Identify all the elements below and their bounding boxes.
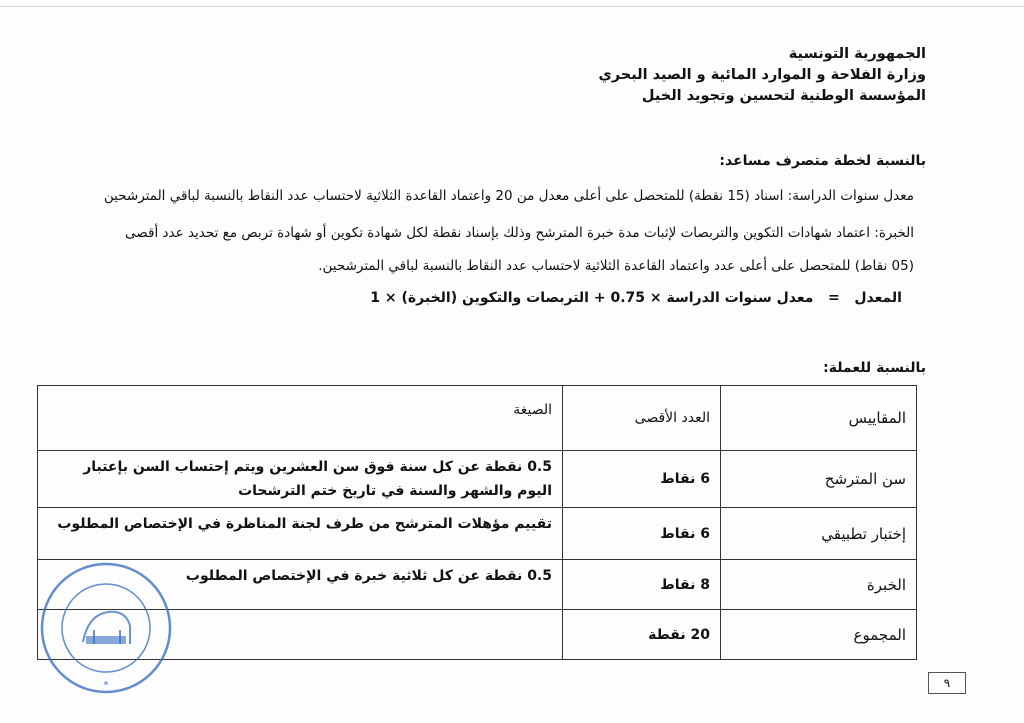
- letterhead-country: الجمهورية التونسية: [788, 46, 926, 62]
- cell-criteria: الخبرة: [721, 560, 917, 610]
- cell-max: 6 نقاط: [563, 508, 721, 560]
- table-row: [38, 451, 917, 508]
- paragraph-study-average: معدل سنوات الدراسة: اسناد (15 نقطة) للمتحصل على أعلى معدل من 20 واعتماد القاعدة الثلاثية لاحتساب عدد النقاط بالنسبة لباقي المترشحين: [103, 188, 914, 204]
- section-title-admin: بالنسبة لخطة متصرف مساعد:: [719, 153, 926, 169]
- cell-max: 8 نقاط: [563, 560, 721, 610]
- table-row: [38, 508, 917, 560]
- letterhead-institution: المؤسسة الوطنية لتحسين وتجويد الخيل: [641, 88, 926, 104]
- scan-edge-line: [0, 6, 1024, 7]
- cell-max: 6 نقاط: [563, 451, 721, 508]
- paragraph-experience-cont: (05 نقاط) للمتحصل على أعلى عدد واعتماد القاعدة الثلاثية لاحتساب عدد النقاط بالنسبة لباقي المترشحين.: [318, 258, 914, 274]
- cell-criteria: إختبار تطبيقي: [721, 508, 917, 560]
- table-header-row: [38, 386, 917, 451]
- svg-text:*: *: [103, 680, 109, 691]
- cell-formula: 0.5 نقطة عن كل سنة فوق سن العشرين ويتم إحتساب السن بإعتبار اليوم والشهر والسنة في تاريخ ختم الترشحات: [38, 451, 563, 508]
- cell-criteria: سن المترشح: [721, 451, 917, 508]
- cell-formula: تقييم مؤهلات المترشح من طرف لجنة المناظرة في الإختصاص المطلوب: [38, 508, 563, 560]
- cell-max: 20 نقطة: [563, 610, 721, 660]
- header-max: العدد الأقصى: [563, 386, 721, 451]
- letterhead: [598, 44, 926, 107]
- page-number: ٩: [928, 672, 966, 694]
- formula: المعدل = معدل سنوات الدراسة × 0.75 + التربصات والتكوين (الخبرة) × 1: [370, 290, 902, 306]
- header-formula: الصيغة: [38, 386, 563, 451]
- header-criteria: المقاييس: [721, 386, 917, 451]
- section-title-workers: بالنسبة للعملة:: [823, 360, 926, 376]
- letterhead-ministry: وزارة الفلاحة و الموارد المائية و الصيد البحري: [598, 67, 926, 83]
- institution-stamp: [38, 560, 174, 696]
- paragraph-experience: الخبرة: اعتماد شهادات التكوين والتربصات لإثبات مدة خبرة المترشح وذلك بإسناد نقطة لكل شهادة تكوين أو شهادة تربص مع تحديد عدد أقصى: [125, 225, 914, 241]
- cell-criteria: المجموع: [721, 610, 917, 660]
- cell-formula: 0.5 نقطة عن كل ثلاثية خبرة في الإختصاص المطلوب: [38, 560, 563, 610]
